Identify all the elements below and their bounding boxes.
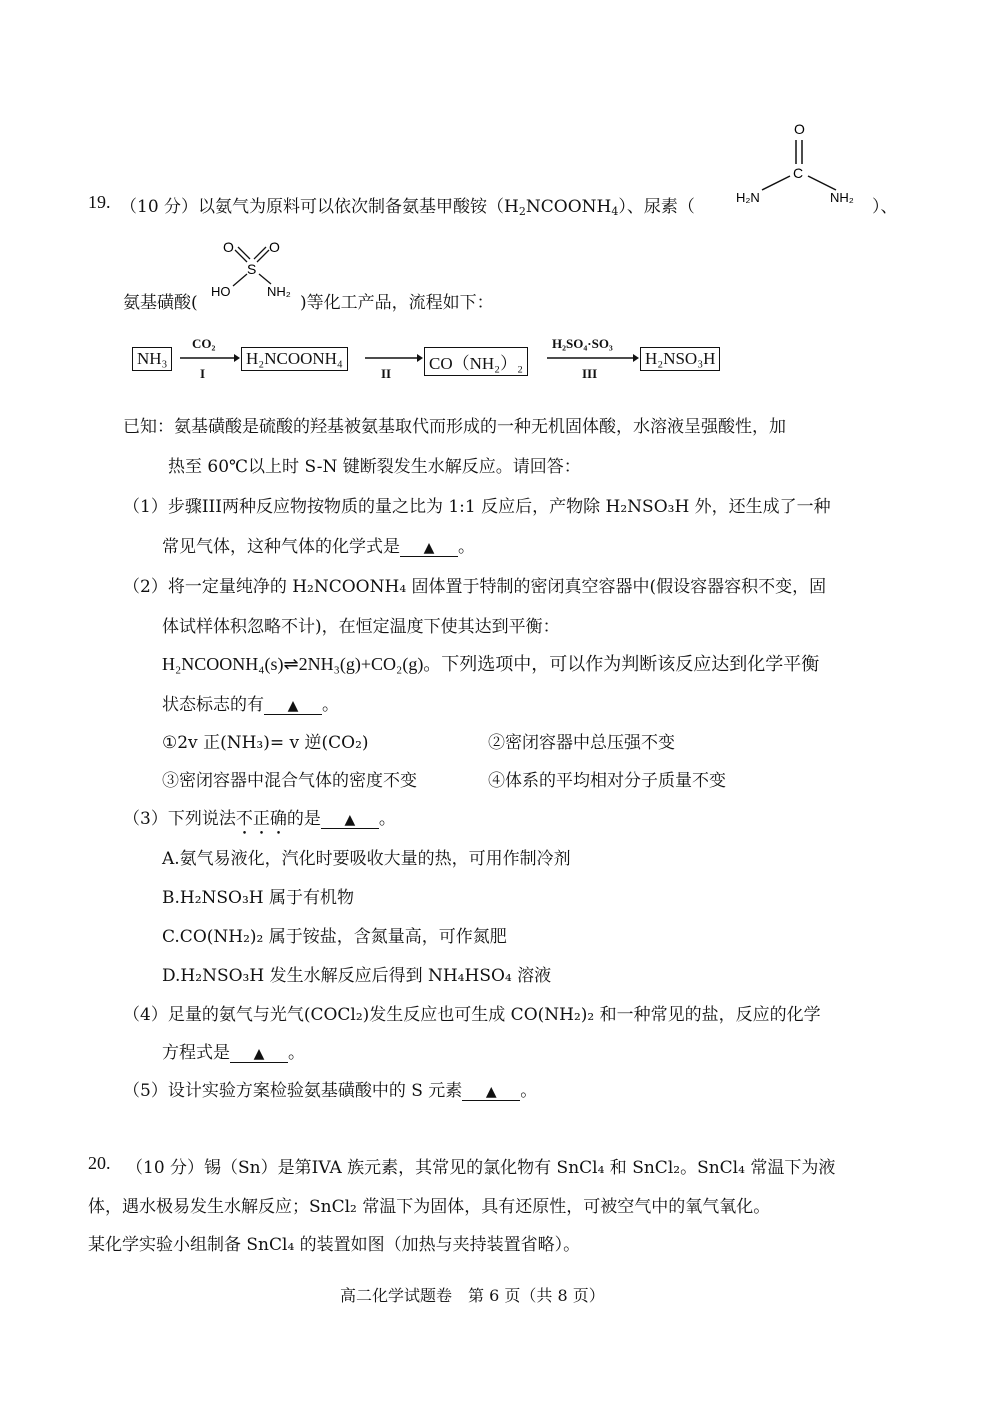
part3-option-d: D.H₂NSO₃H 发生水解反应后得到 NH₄HSO₄ 溶液	[162, 966, 552, 986]
sulfamic-o1-atom: O	[223, 239, 234, 255]
question-20-line-1: （10 分）锡（Sn）是第IVA 族元素，其常见的氯化物有 SnCl₄ 和 SnCl₂。SnCl₄ 常温下为液	[126, 1158, 836, 1178]
part2-line-1: （2）将一定量纯净的 H₂NCOONH₄ 固体置于特制的密闭真空容器中(假设容器容积不变，固	[123, 577, 827, 597]
question-19-number: 19.	[88, 192, 111, 212]
urea-o-atom: O	[794, 121, 805, 137]
part1-answer-blank[interactable]: ▲	[400, 540, 458, 557]
flow-arrow3-icon	[547, 352, 639, 364]
flow-box-urea: CO（NH₂）₂	[424, 347, 528, 376]
part3-option-c: C.CO(NH₂)₂ 属于铵盐，含氮量高，可作氮肥	[162, 927, 507, 947]
part2-option-1: ①2v 正(NH₃)= v 逆(CO₂)	[162, 733, 369, 753]
part3-option-a: A.氨气易液化，汽化时要吸收大量的热，可用作制冷剂	[162, 849, 571, 869]
part2-equation-line: H₂NCOONH₄(s)⇌2NH₃(g)+CO₂(g)。下列选项中，可以作为判断该反应达到化学平衡	[162, 654, 820, 674]
flow-arrow3-reagent: H₂SO₄·SO₃	[552, 336, 613, 351]
part2-end: 。	[322, 695, 339, 715]
part1-line-2	[162, 532, 475, 557]
part4-line-2	[162, 1038, 305, 1063]
question-19-intro: （10 分）以氨气为原料可以依次制备氨基甲酸铵$(H_2NCOONH_4)$、尿素（	[120, 197, 695, 218]
sulfamic-ho-group: HO	[211, 284, 231, 299]
part5-line	[123, 1076, 537, 1101]
part3-option-b: B.H₂NSO₃H 属于有机物	[162, 888, 355, 908]
part4-line-1: （4）足量的氨气与光气(COCl₂)发生反应也可生成 CO(NH₂)₂ 和一种常见的盐，反应的化学	[123, 1005, 821, 1025]
part3-text-c: 的是	[286, 809, 321, 829]
intro-text-b: NCOONH	[525, 197, 612, 217]
page-footer: 高二化学试题卷 第 6 页（共 8 页）	[340, 1286, 605, 1305]
question-20-number: 20.	[88, 1153, 111, 1173]
flow-arrow3-step: III	[582, 366, 598, 381]
sulfamic-prefix: 氨基磺酸(	[123, 293, 198, 313]
sulfamic-o2-atom: O	[269, 239, 280, 255]
urea-h2n-group: H₂N	[736, 190, 760, 205]
question-20-line-3: 某化学实验小组制备 SnCl₄ 的装置如图（加热与夹持装置省略）。	[88, 1235, 581, 1255]
part2-option-2: ②密闭容器中总压强不变	[488, 733, 675, 753]
urea-structure-diagram	[730, 120, 870, 210]
flow-box-carbamate: H₂NCOONH₄	[241, 347, 348, 371]
part3-answer-blank[interactable]: ▲	[321, 812, 379, 829]
sulfamic-acid-structure-diagram	[205, 234, 305, 304]
urea-c-atom: C	[793, 165, 804, 181]
part2-line-4	[162, 690, 339, 715]
flow-arrow2-icon	[365, 352, 423, 364]
intro-text-c: ）、尿素（	[618, 197, 695, 217]
part3-end: 。	[378, 809, 396, 829]
part5-text: （5）设计实验方案检验氨基磺酸中的 S 元素	[123, 1081, 463, 1101]
part1-text: 常见气体，这种气体的化学式是	[162, 537, 400, 557]
urea-nh2-group: NH₂	[830, 190, 854, 205]
part2-answer-blank[interactable]: ▲	[264, 698, 322, 715]
question-20-line-2: 体，遇水极易发生水解反应；SnCl₂ 常温下为固体，具有还原性，可被空气中的氧气氧化。	[88, 1197, 771, 1217]
flow-box-nh3: NH₃	[132, 347, 172, 371]
sulfamic-nh2-group: NH₂	[267, 284, 291, 299]
part1-end: 。	[458, 537, 475, 557]
flow-arrow2-step: II	[381, 366, 392, 381]
intro-text-d: ）、	[872, 197, 898, 217]
part5-end: 。	[520, 1081, 538, 1101]
part1-line-1: （1）步骤III两种反应物按物质的量之比为 1:1 反应后，产物除 H₂NSO₃H 外，还生成了一种	[123, 497, 831, 517]
flow-arrow1-step: I	[200, 366, 206, 381]
intro-text-a: （10 分）以氨气为原料可以依次制备氨基甲酸铵（H	[120, 197, 519, 217]
known-line-2: 热至 60℃以上时 S-N 键断裂发生水解反应。请回答：	[168, 457, 581, 477]
flow-arrow1-reagent: CO₂	[192, 336, 216, 351]
part3-question	[123, 804, 396, 839]
part4-answer-blank[interactable]: ▲	[230, 1046, 288, 1063]
part4-end: 。	[288, 1043, 305, 1063]
known-line-1: 已知：氨基磺酸是硫酸的羟基被氨基取代而形成的一种无机固体酸，水溶液呈强酸性，加	[123, 417, 786, 437]
sulfamic-suffix: )等化工产品，流程如下：	[300, 293, 494, 313]
part3-emphasis: 不正确	[235, 809, 287, 829]
flow-box-sulfamic: H₂NSO₃H	[640, 347, 720, 371]
sulfamic-s-atom: S	[247, 261, 257, 277]
part5-answer-blank[interactable]: ▲	[462, 1084, 520, 1101]
part2-text: 状态标志的有	[162, 695, 264, 715]
part2-option-4: ④体系的平均相对分子质量不变	[488, 771, 726, 791]
flow-arrow1-icon	[180, 352, 240, 364]
part2-line-2: 体试样体积忽略不计)，在恒定温度下使其达到平衡：	[162, 617, 560, 637]
part2-option-3: ③密闭容器中混合气体的密度不变	[162, 771, 417, 791]
part3-text-a: （3）下列说法	[123, 809, 236, 829]
part4-text: 方程式是	[162, 1043, 230, 1063]
